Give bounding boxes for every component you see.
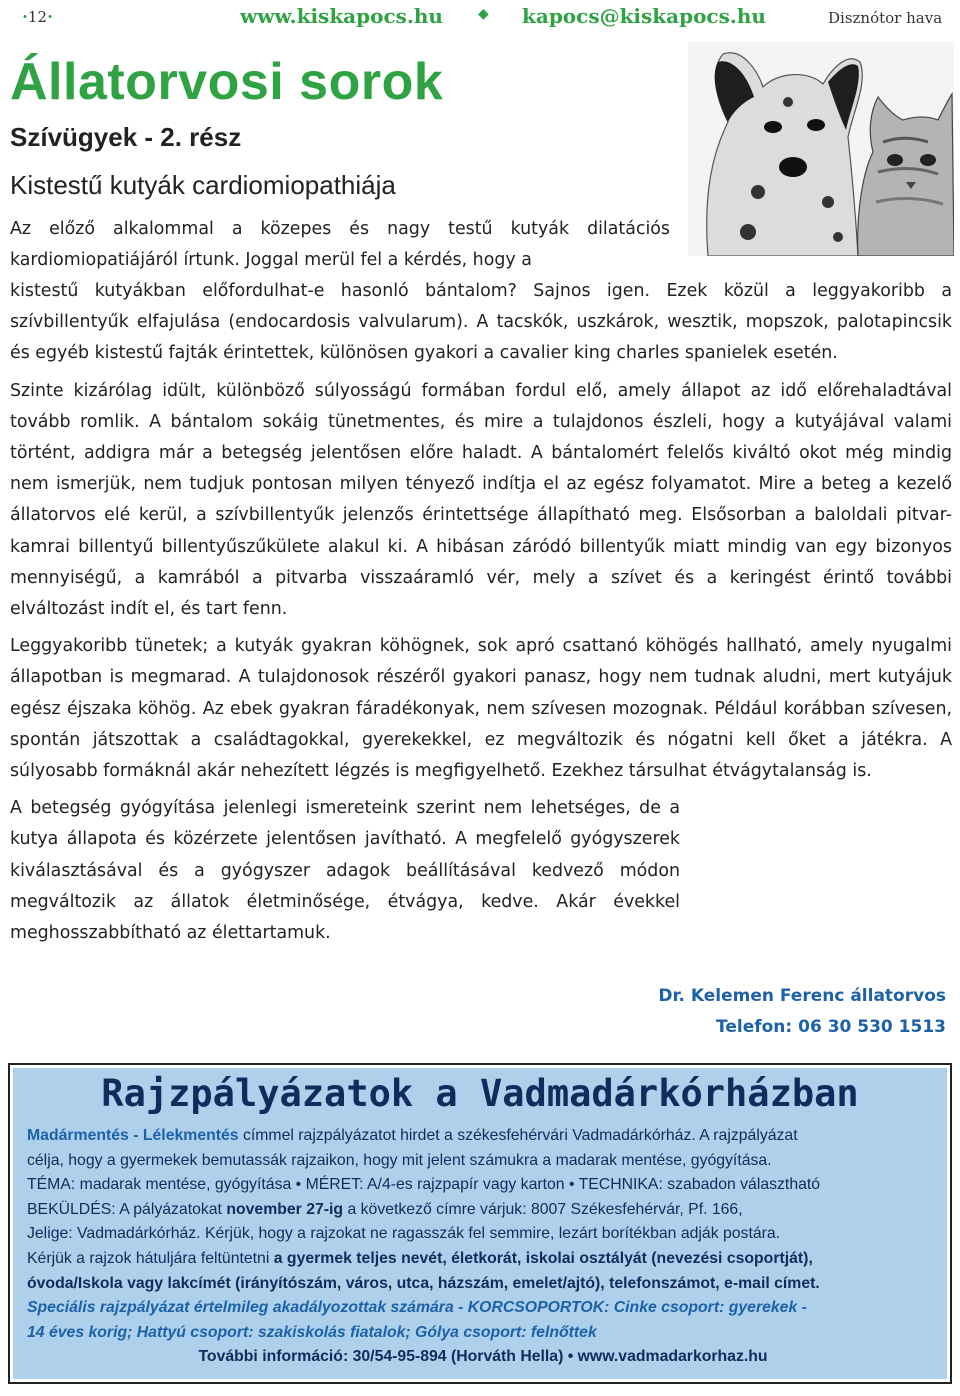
paragraph-2: Szinte kizárólag idült, különböző súlyosságú formában fordul elő, amely állapot az idő előrehaladtával tovább romlik. A bántalom sokáig tünetmentes, és mire a tulajdonos észleli, hogy a kutyájával valami történt, addigra már a betegség jelentősen előre haladt. A bántalomért felelős kiváltó okot még mindig nem ismerjük, nem tudjuk pontosan milyen tényező indítja el az egész folyamatot. Mire a beteg a kezelő állatorvos elé kerül, a szívbillentyűk jelenzős érintettsége állapítható meg. Elsősorban a baloldali pitvar-kamrai billentyű billentyűszűkülete alakul ki. A hibásan záródó billentyűk miatt mindig van egy bizonyos mennyiségű, a kamrából a pitvarba visszaáramló vér, mely a szívet és a keringést érintő további elváltozást indít el, és tart fenn. xyxy=(10,380,952,620)
notice-line-4: BEKÜLDÉS: A pályázatokat november 27-ig a következő címre várjuk: 8007 Székesfehérvár, Pf. 166, xyxy=(27,1200,743,1218)
diamond-icon: ◆ xyxy=(478,6,489,22)
author-phone: Telefon: 06 30 530 1513 xyxy=(716,1017,946,1037)
paragraph-3: Leggyakoribb tünetek; a kutyák gyakran köhögnek, sok apró csattanó köhögés hallható, amely nyugalmi állapotban is megmarad. A tulajdonosok részéről gyakori panasz, hogy nem tudnak aludni, mert kutyájuk egész éjszaka köhög. Az ebek gyakran fáradékonyak, nem szívesen mozognak. Például korábban szívesen, spontán játszottak a családtagokkal, gyerekekkel, ez megváltozik és nógatni kell őket a játékra. A súlyosabb formáknál akár nehezített légzés is megfigyelhető. Ezekhez társulhat étvágytalanság is. xyxy=(10,636,952,782)
notice-line-7: óvoda/Iskola vagy lakcímét (irányítószám, város, utca, házszám, emelet/ajtó), telefonszámot, e-mail címet. xyxy=(27,1274,820,1292)
notice-title: Rajzpályázatok a Vadmadárkórházban xyxy=(101,1072,859,1115)
notice-line-5: Jelige: Vadmadárkórház. Kérjük, hogy a rajzokat ne ragasszák fel semmire, lezárt borítékban adják postára. xyxy=(27,1225,781,1243)
website-link[interactable]: www.kiskapocs.hu xyxy=(240,4,443,28)
article-title: Állatorvosi sorok xyxy=(10,53,444,111)
notice-line-2: célja, hogy a gyermekek bemutassák rajzaikon, hogy mit jelent számukra a madarak mentése, gyógyítása. xyxy=(27,1151,772,1169)
page-number: •12• xyxy=(22,8,53,26)
email-link[interactable]: kapocs@kiskapocs.hu xyxy=(522,4,766,28)
notice-background xyxy=(13,1068,947,1379)
notice-line-6: Kérjük a rajzok hátuljára feltüntetni a gyermek teljes nevét, életkorát, iskolai osztályát (nevezési csoportját), xyxy=(27,1249,813,1267)
notice-line-3: TÉMA: madarak mentése, gyógyítása • MÉRET: A/4-es rajzpapír vagy karton • TECHNIKA: szabadon választható xyxy=(27,1176,821,1194)
notice-line-9: 14 éves korig; Hattyú csoport: szakiskolás fiatalok; Gólya csoport: felnőttek xyxy=(27,1323,597,1341)
author-name: Dr. Kelemen Ferenc állatorvos xyxy=(658,986,946,1006)
page-header xyxy=(0,4,960,30)
notice-text xyxy=(27,1124,939,1370)
issue-month: Disznótor hava xyxy=(828,9,943,27)
notice-contact-info[interactable]: További információ: 30/54-95-894 (Horváth Hella) • www.vadmadarkorhaz.hu xyxy=(198,1348,768,1366)
article-subtitle: Szívügyek - 2. rész xyxy=(10,122,242,152)
paragraph-4: A betegség gyógyítása jelenlegi ismereteink szerint nem lehetséges, de a kutya állapota és közérzete jelentősen javítható. A megfelelő gyógyszerek kiválasztásával és a gyógyszer adagok beállításával kedvező módon megváltozik az állatok életminősége, étvágya, kedve. Akár évekkel meghosszabbítható az élettartamuk. xyxy=(10,798,680,944)
article-heading: Kistestű kutyák cardiomiopathiája xyxy=(10,170,396,200)
paragraph-1: kistestű kutyákban előfordulhat-e hasonló bántalom? Sajnos igen. Ezek közül a leggyakoribb a szívbillentyűk elfajulása (endocardosis valvularum). A tacskók, uszkárok, wesztik, mopszok, palotapincsik és egyéb kistestű fajták érintettek, különösen gyakori a cavalier king charles spanielek esetén. xyxy=(10,281,952,364)
article-intro: Az előző alkalommal a közepes és nagy testű kutyák dilatációs kardiomiopatiájáról írtunk. Joggal merül fel a kérdés, hogy a xyxy=(10,219,670,271)
drawing-contest-notice xyxy=(8,1063,952,1384)
article-body xyxy=(10,276,952,949)
notice-line-1: Madármentés - Lélekmentés címmel rajzpályázatot hirdet a székesfehérvári Vadmadárkórház. A rajzpályázat xyxy=(27,1127,798,1144)
notice-line-8: Speciális rajzpályázat értelmileg akadályozottak számára - KORCSOPORTOK: Cinke csoport: gyerekek - xyxy=(27,1299,807,1317)
dog-and-cat-photo xyxy=(688,42,954,256)
